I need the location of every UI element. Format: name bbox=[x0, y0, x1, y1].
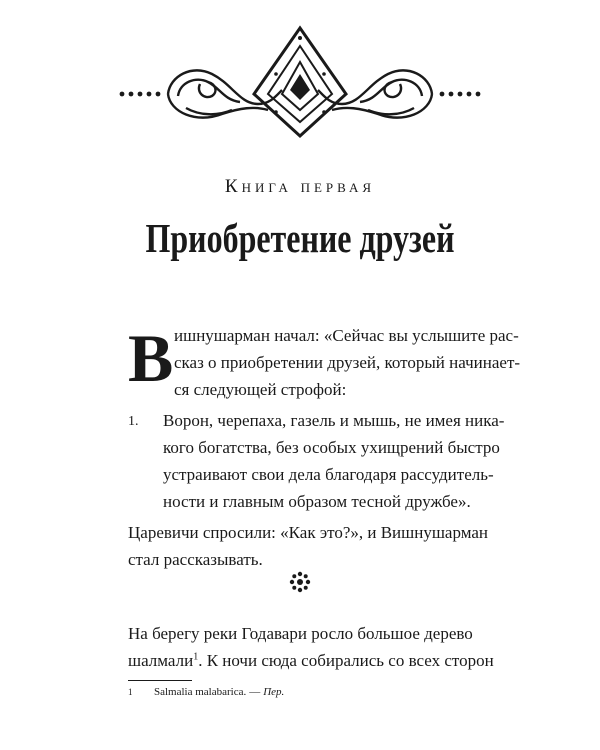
intro-line: ся следующей строфой: bbox=[174, 380, 347, 399]
intro-line: ишнушарман начал: «Сейчас вы услышите рас- bbox=[174, 326, 519, 345]
word: шалмали bbox=[128, 651, 194, 670]
verse-line: ности и главным образом тесной дружбе». bbox=[163, 492, 471, 511]
asterism-star-icon bbox=[288, 570, 312, 594]
footnote bbox=[128, 684, 284, 700]
verse-number: 1. bbox=[128, 414, 139, 429]
intro-paragraph bbox=[128, 322, 521, 403]
drop-cap: В bbox=[128, 320, 174, 396]
paragraph-line: На берегу реки Годавари росло большое дерево bbox=[128, 624, 473, 643]
intro-line: сказ о приобретении друзей, который начинает- bbox=[174, 353, 521, 372]
footnote-number: 1 bbox=[128, 687, 133, 697]
paragraph-line: Царевичи спросили: «Как это?», и Вишнушарман bbox=[128, 523, 489, 542]
henna-ornament-icon bbox=[0, 20, 600, 140]
footnote-separator: — bbox=[249, 686, 261, 698]
verse-line: Ворон, черепаха, газель и мышь, не имея ника- bbox=[163, 411, 505, 430]
footnote-text: Salmalia malabarica. bbox=[154, 686, 247, 698]
paragraph-line: стал рассказывать. bbox=[128, 550, 263, 569]
line-rest: . К ночи сюда собирались со всех сторон bbox=[198, 651, 494, 670]
footnote-rule bbox=[128, 680, 192, 681]
paragraph bbox=[128, 620, 494, 674]
verse-line: кого богатства, без особых ухищрений быстро bbox=[163, 438, 500, 457]
footnote-attribution: Пер. bbox=[263, 686, 285, 698]
paragraph-line bbox=[128, 647, 494, 674]
verse-text bbox=[163, 407, 505, 515]
book-label: Книга первая bbox=[224, 176, 376, 197]
verse-line: устраивают свои дела благодаря рассудитель- bbox=[163, 465, 494, 484]
chapter-title: Приобретение друзей bbox=[145, 215, 455, 261]
footnote-ref[interactable]: 1 bbox=[193, 651, 199, 663]
paragraph bbox=[128, 519, 489, 573]
